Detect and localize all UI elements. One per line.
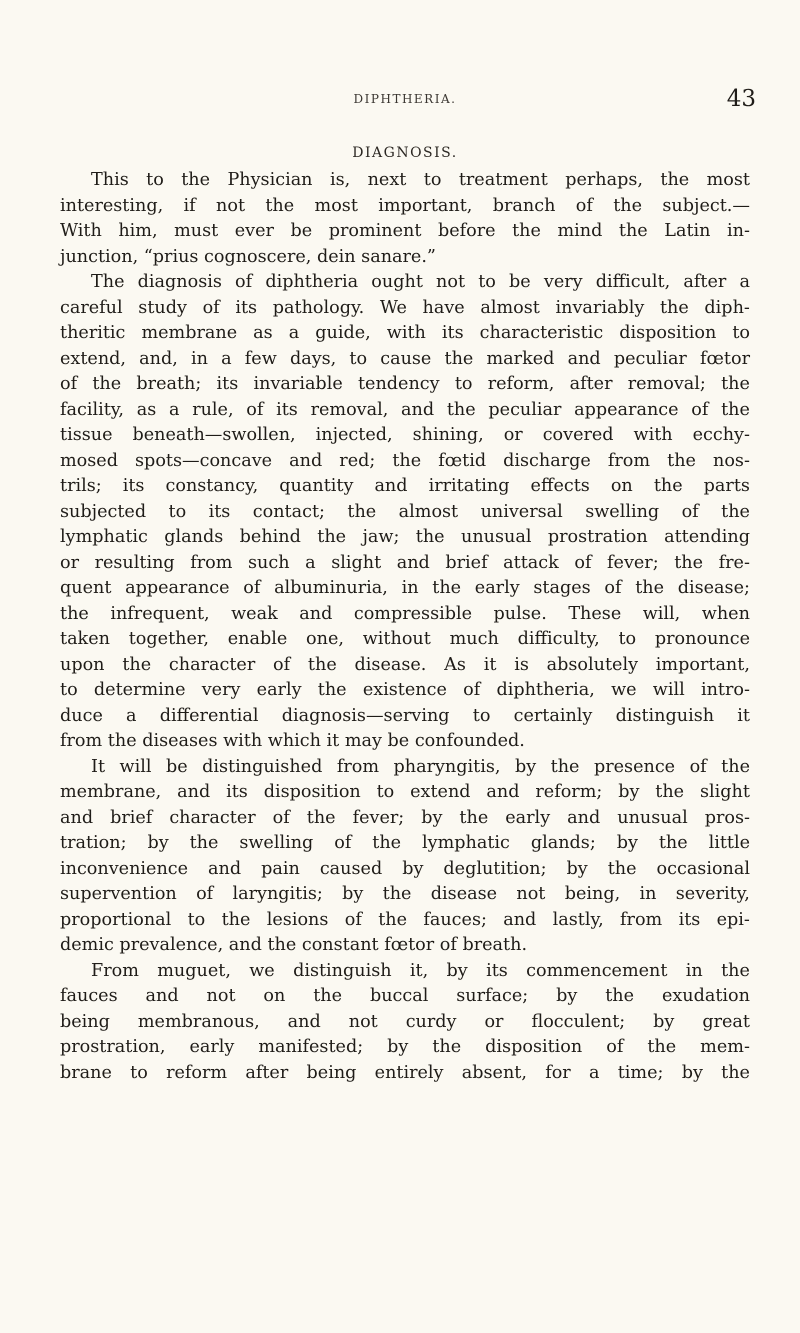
text-line: This to the Physician is, next to treatment perhaps, the most — [91, 170, 750, 190]
text-line: from the diseases with which it may be confounded. — [60, 731, 525, 751]
text-line: mosed spots—concave and red; the fœtid discharge from the nos- — [60, 450, 750, 471]
text-line: the infrequent, weak and compressible pulse. These will, when — [60, 603, 750, 624]
text-line: It will be distinguished from pharyngitis, by the presence of the — [91, 756, 750, 777]
text-line: fauces and not on the buccal surface; by the exudation — [60, 986, 750, 1006]
running-head — [60, 86, 756, 116]
text-line: tration; by the swelling of the lymphatic glands; by the little — [60, 833, 750, 853]
text-line: of the breath; its invariable tendency to reform, after removal; the — [60, 374, 750, 394]
page-number: 43 — [726, 86, 756, 112]
text-line: trils; its constancy, quantity and irritating effects on the parts — [60, 476, 750, 496]
text-line: junction, “prius cognoscere, dein sanare.” — [60, 246, 436, 267]
text-line: prostration, early manifested; by the disposition of the mem- — [60, 1037, 750, 1057]
text-line: and brief character of the fever; by the early and unusual pros- — [60, 807, 750, 828]
text-line: theritic membrane as a guide, with its characteristic disposition to — [60, 323, 750, 343]
text-line: brane to reform after being entirely absent, for a time; by the — [60, 1062, 750, 1083]
text-line: being membranous, and not curdy or flocculent; by great — [60, 1011, 750, 1032]
text-line: or resulting from such a slight and brief attack of fever; the fre- — [60, 552, 750, 573]
text-line: taken together, enable one, without much difficulty, to pronounce — [60, 629, 750, 649]
text-line: upon the character of the disease. As it is absolutely important, — [60, 654, 750, 675]
body-text — [60, 168, 750, 1086]
text-line: demic prevalence, and the constant fœtor of breath. — [60, 935, 528, 955]
text-line: extend, and, in a few days, to cause the marked and peculiar fœtor — [60, 348, 750, 369]
text-line: careful study of its pathology. We have almost invariably the diph- — [60, 297, 750, 318]
text-line: facility, as a rule, of its removal, and the peculiar appearance of the — [60, 399, 750, 420]
text-line: proportional to the lesions of the fauces; and lastly, from its epi- — [60, 909, 750, 930]
text-line: The diagnosis of diphtheria ought not to be very difficult, after a — [91, 272, 750, 292]
text-line: With him, must ever be prominent before the mind the Latin in- — [60, 221, 750, 241]
text-line: tissue beneath—swollen, injected, shining, or covered with ecchy- — [60, 425, 750, 445]
section-heading: DIAGNOSIS. — [352, 145, 458, 161]
text-line: membrane, and its disposition to extend and reform; by the slight — [60, 782, 750, 802]
text-line: interesting, if not the most important, branch of the subject.— — [60, 195, 750, 216]
text-line: lymphatic glands behind the jaw; the unusual prostration attending — [60, 527, 750, 547]
text-line: supervention of laryngitis; by the disease not being, in severity, — [60, 884, 750, 904]
running-title: DIPHTHERIA. — [353, 92, 457, 106]
text-line: to determine very early the existence of diphtheria, we will intro- — [60, 680, 750, 700]
text-line: subjected to its contact; the almost universal swelling of the — [60, 501, 750, 522]
text-line: quent appearance of albuminuria, in the early stages of the disease; — [60, 578, 750, 598]
text-line: inconvenience and pain caused by deglutition; by the occasional — [60, 858, 750, 879]
text-line: duce a differential diagnosis—serving to certainly distinguish it — [60, 705, 750, 726]
text-line: From muguet, we distinguish it, by its commencement in the — [91, 960, 750, 981]
